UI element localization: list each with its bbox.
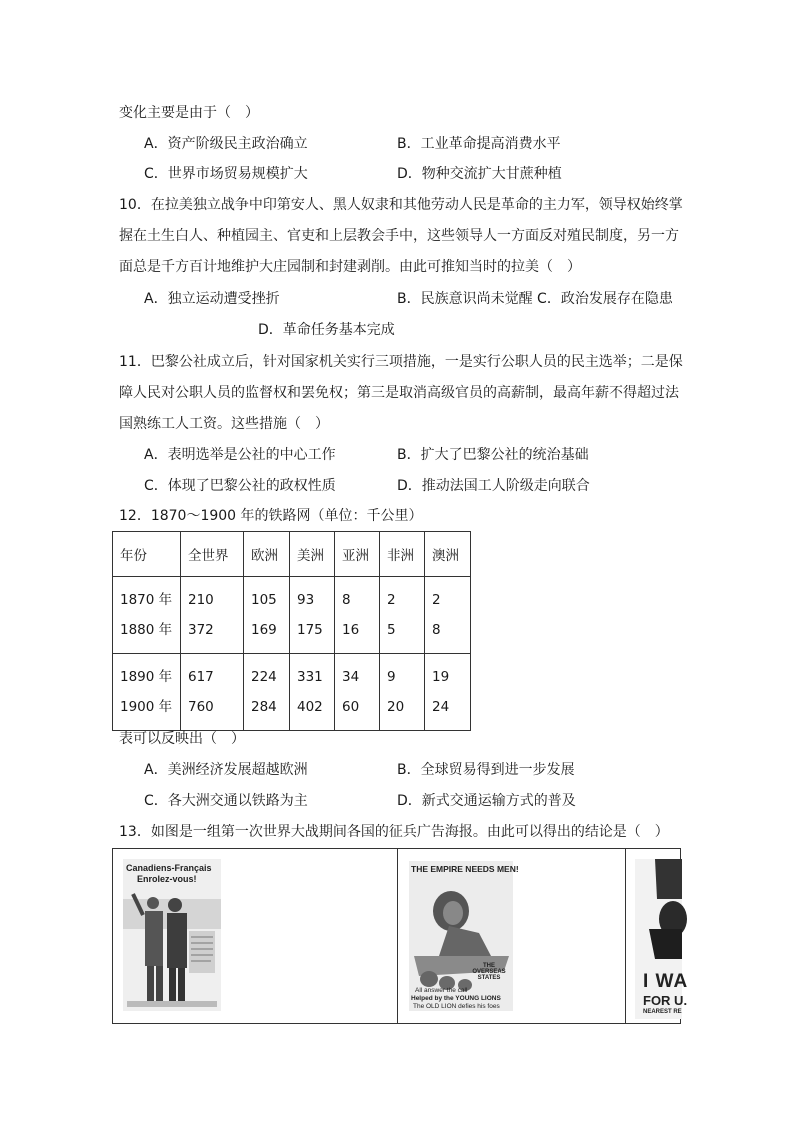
poster-3-line-2: FOR U. bbox=[643, 993, 688, 1008]
poster-empire-needs-men bbox=[409, 861, 519, 1011]
cell-value: 402 bbox=[297, 699, 323, 715]
year-cell bbox=[113, 577, 181, 654]
cell-value: 372 bbox=[188, 622, 214, 638]
africa-cell bbox=[380, 654, 425, 731]
q12-option-d: D．新式交通运输方式的普及 bbox=[397, 793, 576, 809]
cell-divider bbox=[625, 849, 626, 1023]
cell-value: 617 bbox=[188, 669, 214, 685]
q12-title: 12．1870～1900 年的铁路网（单位：千公里） bbox=[119, 508, 423, 524]
americas-cell bbox=[290, 577, 335, 654]
world-cell bbox=[181, 654, 244, 731]
europe-cell bbox=[244, 577, 290, 654]
q10-option-bc: B．民族意识尚未觉醒 C．政治发展存在隐患 bbox=[397, 291, 673, 307]
q13-stem: 13．如图是一组第一次世界大战期间各国的征兵广告海报。由此可以得出的结论是（ ） bbox=[119, 824, 669, 840]
cell-value: 175 bbox=[297, 622, 323, 638]
poster-1-title-1: Canadiens-Français bbox=[126, 863, 212, 873]
col-header-oceania: 澳洲 bbox=[425, 532, 471, 577]
q12-after-table: 表可以反映出（ ） bbox=[119, 731, 245, 747]
poster-2-overseas: THE OVERSEAS STATES bbox=[472, 963, 506, 981]
table-row bbox=[113, 654, 471, 731]
cell-value: 331 bbox=[297, 669, 323, 685]
q10-option-d: D．革命任务基本完成 bbox=[258, 322, 395, 338]
asia-cell bbox=[335, 577, 380, 654]
q9-option-c: C．世界市场贸易规模扩大 bbox=[144, 166, 308, 182]
world-cell bbox=[181, 577, 244, 654]
col-header-world: 全世界 bbox=[181, 532, 244, 577]
asia-cell bbox=[335, 654, 380, 731]
cell-value: 1890 年 bbox=[120, 669, 173, 685]
cell-value: 284 bbox=[251, 699, 277, 715]
q10-line-3: 面总是千方百计地维护大庄园制和封建剥削。由此可推知当时的拉美（ ） bbox=[119, 259, 581, 275]
q9-option-d: D．物种交流扩大甘蔗种植 bbox=[397, 166, 562, 182]
q12-option-c: C．各大洲交通以铁路为主 bbox=[144, 793, 308, 809]
q11-line-2: 障人民对公职人员的监督权和罢免权；第三是取消高级官员的高薪制，最高年薪不得超过法 bbox=[119, 385, 679, 401]
cell-value: 2 bbox=[387, 592, 396, 608]
cell-value: 5 bbox=[387, 622, 396, 638]
cell-value: 20 bbox=[387, 699, 405, 715]
table-row bbox=[113, 577, 471, 654]
railway-table bbox=[112, 531, 471, 731]
table-header-row bbox=[113, 532, 471, 577]
cell-value: 8 bbox=[432, 622, 441, 638]
cell-value: 224 bbox=[251, 669, 277, 685]
cell-value: 93 bbox=[297, 592, 315, 608]
q11-line-1: 11．巴黎公社成立后，针对国家机关实行三项措施，一是实行公职人员的民主选举；二是保 bbox=[119, 354, 683, 370]
q9-option-a: A．资产阶级民主政治确立 bbox=[144, 136, 308, 152]
cell-value: 8 bbox=[342, 592, 351, 608]
oceania-cell bbox=[425, 654, 471, 731]
poster-1-title-2: Enrolez-vous! bbox=[137, 874, 197, 884]
q9-option-b: B．工业革命提高消费水平 bbox=[397, 136, 561, 152]
poster-2-caption-3: The OLD LION defies his foes bbox=[413, 1003, 500, 1010]
poster-grid bbox=[112, 848, 689, 1024]
q11-line-3: 国熟练工人工资。这些措施（ ） bbox=[119, 416, 329, 432]
soldiers-illustration bbox=[123, 859, 221, 1011]
col-header-americas: 美洲 bbox=[290, 532, 335, 577]
cell-value: 19 bbox=[432, 669, 450, 685]
poster-i-want-you bbox=[635, 859, 689, 1019]
q11-option-d: D．推动法国工人阶级走向联合 bbox=[397, 478, 590, 494]
q11-option-c: C．体现了巴黎公社的政权性质 bbox=[144, 478, 336, 494]
cell-divider bbox=[397, 849, 398, 1023]
col-header-year: 年份 bbox=[113, 532, 181, 577]
q11-option-a: A．表明选举是公社的中心工作 bbox=[144, 447, 336, 463]
poster-2-title: THE EMPIRE NEEDS MEN! bbox=[411, 864, 519, 874]
cell-value: 169 bbox=[251, 622, 277, 638]
q11-option-b: B．扩大了巴黎公社的统治基础 bbox=[397, 447, 589, 463]
q12-option-b: B．全球贸易得到进一步发展 bbox=[397, 762, 575, 778]
cell-value: 760 bbox=[188, 699, 214, 715]
poster-2-caption-1: All answer the call bbox=[415, 987, 468, 994]
col-header-asia: 亚洲 bbox=[335, 532, 380, 577]
q10-line-1: 10．在拉美独立战争中印第安人、黑人奴隶和其他劳动人民是革命的主力军，领导权始终掌 bbox=[119, 197, 683, 213]
poster-3-line-1: I WA bbox=[643, 971, 689, 992]
poster-2-caption-2: Helped by the YOUNG LIONS bbox=[411, 995, 501, 1002]
q12-option-a: A．美洲经济发展超越欧洲 bbox=[144, 762, 308, 778]
cell-value: 9 bbox=[387, 669, 396, 685]
europe-cell bbox=[244, 654, 290, 731]
oceania-cell bbox=[425, 577, 471, 654]
cell-value: 34 bbox=[342, 669, 360, 685]
col-header-europe: 欧洲 bbox=[244, 532, 290, 577]
africa-cell bbox=[380, 577, 425, 654]
cell-value: 16 bbox=[342, 622, 360, 638]
cell-value: 60 bbox=[342, 699, 360, 715]
cell-value: 2 bbox=[432, 592, 441, 608]
cell-value: 1880 年 bbox=[120, 622, 173, 638]
cell-value: 1900 年 bbox=[120, 699, 173, 715]
q10-line-2: 握在土生白人、种植园主、官吏和上层教会手中，这些领导人一方面反对殖民制度，另一方 bbox=[119, 228, 679, 244]
q10-option-a: A．独立运动遭受挫折 bbox=[144, 291, 280, 307]
cell-value: 210 bbox=[188, 592, 214, 608]
q9-stem-tail: 变化主要是由于（ ） bbox=[119, 105, 259, 121]
col-header-africa: 非洲 bbox=[380, 532, 425, 577]
poster-canadiens bbox=[123, 859, 221, 1011]
cell-value: 24 bbox=[432, 699, 450, 715]
cell-value: 1870 年 bbox=[120, 592, 173, 608]
americas-cell bbox=[290, 654, 335, 731]
year-cell bbox=[113, 654, 181, 731]
poster-3-line-3: NEAREST RE bbox=[643, 1009, 682, 1015]
cell-value: 105 bbox=[251, 592, 277, 608]
